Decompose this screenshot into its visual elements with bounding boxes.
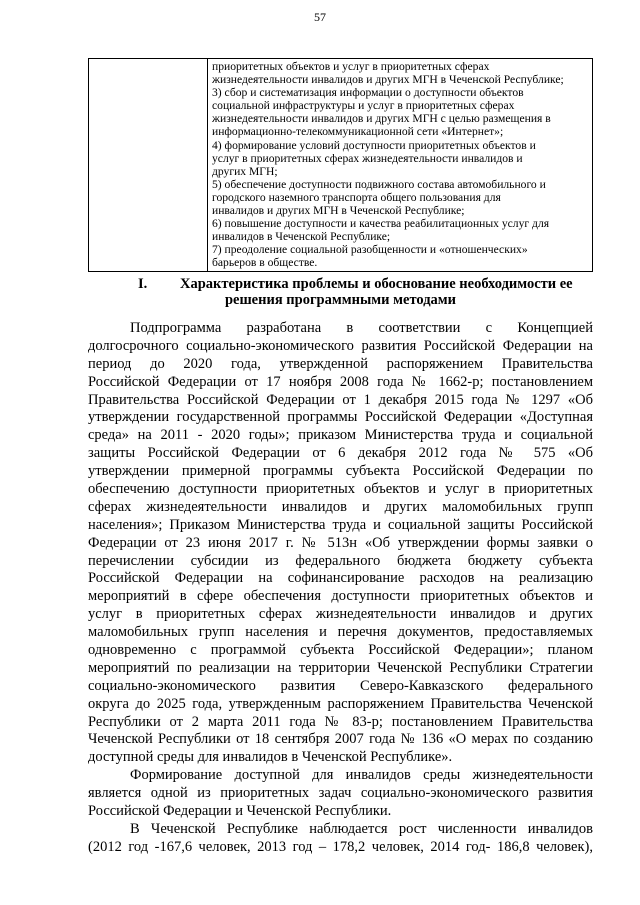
paragraph-line: Российской Федерации на софинансирование расходов на реализацию (88, 570, 593, 587)
paragraph-line: утверждении примерной программы субъекта Российской Федерации по (88, 463, 593, 480)
section-title-line-1: Характеристика проблемы и обоснование необходимости ее (180, 276, 573, 292)
paragraph (88, 320, 593, 767)
paragraph-line: период до 2020 года, утвержденной распоряжением Правительства (88, 355, 593, 372)
table-text-line: жизнедеятельности инвалидов и других МГН в Чеченской Республике; (212, 73, 564, 87)
paragraph-line: долгосрочного социально-экономического развития Российской Федерации на (88, 337, 593, 354)
paragraph-line: Подпрограмма разработана в соответствии с Концепцией (130, 320, 593, 336)
table-cell-content (208, 59, 593, 272)
table-text-line: других МГН; (212, 164, 278, 178)
table-text-line: инвалидов и других МГН в Чеченской Республике; (212, 204, 465, 218)
paragraph-line: услуг в приоритетных сферах жизнедеятельности инвалидов и других (88, 606, 593, 623)
page-number: 57 (314, 10, 326, 24)
paragraph-line: обеспечению доступности приоритетных объектов и услуг в приоритетных (88, 481, 593, 498)
table-text-line: 7) преодоление социальной разобщенности и «отношенческих» (212, 243, 528, 257)
body-text (88, 320, 593, 857)
table-row (89, 59, 593, 272)
table-text-line: информационно-телекоммуникационной сети «Интернет»; (212, 125, 504, 139)
table-text-line: 4) формирование условий доступности приоритетных объектов и (212, 138, 536, 152)
paragraph (88, 767, 593, 821)
paragraph-line: Российской Федерации и Чеченской Республики. (88, 803, 392, 820)
paragraph-line: В Чеченской Республике наблюдается рост численности инвалидов (130, 820, 593, 837)
paragraph-line: перечислении субсидии из федерального бюджета бюджету субъекта (88, 552, 593, 569)
table-text-line: 3) сбор и систематизация информации о доступности объектов (212, 86, 524, 100)
paragraph-line: Российской Федерации от 17 ноября 2008 года № 1662-р; постановлением (88, 373, 593, 390)
paragraph-line: защиты Российской Федерации от 6 декабря 2012 года № 575 «Об (88, 445, 593, 462)
paragraph-line: населения»; Приказом Министерства труда и социальной защиты Российской (88, 516, 593, 533)
table-text-line: 5) обеспечение доступности подвижного состава автомобильного и (212, 177, 546, 191)
paragraph-line: является одной из приоритетных задач социально-экономического развития (88, 785, 593, 802)
table-text-line: социальной инфраструктуры и услуг в приоритетных сферах (212, 99, 515, 113)
paragraph-line: утверждении государственной программы Российской Федерации «Доступная (88, 409, 593, 426)
table-text-line: жизнедеятельности инвалидов и других МГН с целью размещения в (212, 112, 551, 126)
paragraph-line: Федерации от 23 июня 2017 г. № 513н «Об утверждении формы заявки о (88, 534, 593, 551)
paragraph-line: Чеченской Республики от 18 сентября 2007 года № 136 «О мерах по созданию (88, 731, 593, 748)
table-text-line: инвалидов в Чеченской Республике; (212, 230, 391, 244)
paragraph-line: доступной среды для инвалидов в Чеченской Республике». (88, 749, 453, 766)
paragraph-line: (2012 год -167,6 человек, 2013 год – 178,2 человек, 2014 год- 186,8 человек), (88, 838, 593, 855)
paragraph-line: мероприятий в сфере обеспечения доступности приоритетных объектов и (88, 588, 593, 605)
paragraph-line: мероприятий по реализации на территории Чеченской Республики Стратегии (88, 659, 593, 676)
paragraph-line: одновременно с программой субъекта Российской Федерации»; планом (88, 642, 593, 659)
table-cell-empty (89, 59, 208, 272)
paragraph-line: Республики от 2 марта 2011 года № 83-р; постановлением Правительства (88, 713, 593, 730)
paragraph-line: округа до 2025 года, утвержденным распоряжением Правительства Чеченской (88, 695, 593, 712)
paragraph-line: Правительства Российской Федерации от 1 декабря 2015 года № 1297 «Об (88, 391, 593, 408)
paragraph-line: сферах жизнедеятельности инвалидов и других маломобильных групп (88, 498, 593, 515)
table-continuation (88, 58, 593, 272)
table-text-line: городского наземного транспорта общего пользования для (212, 190, 501, 204)
paragraph-line: социально-экономического развития Северо-Кавказского федерального (88, 677, 593, 694)
section-title-line-2: решения программными методами (224, 292, 457, 308)
paragraph-line: Формирование доступной для инвалидов среды жизнедеятельности (130, 767, 593, 784)
section-number: I. (138, 276, 148, 292)
table-text-line: 6) повышение доступности и качества реабилитационных услуг для (212, 217, 550, 231)
paragraph-line: среда» на 2011 - 2020 годы»; приказом Министерства труда и социальной (88, 427, 593, 444)
table-text-line: приоритетных объектов и услуг в приоритетных сферах (212, 60, 490, 73)
table-text-line: услуг в приоритетных сферах жизнедеятельности инвалидов и (212, 151, 523, 165)
paragraph-line: маломобильных групп населения и перечня документов, предоставляемых (88, 624, 593, 641)
table-text-line: барьеров в обществе. (212, 256, 318, 270)
paragraph (88, 821, 593, 857)
